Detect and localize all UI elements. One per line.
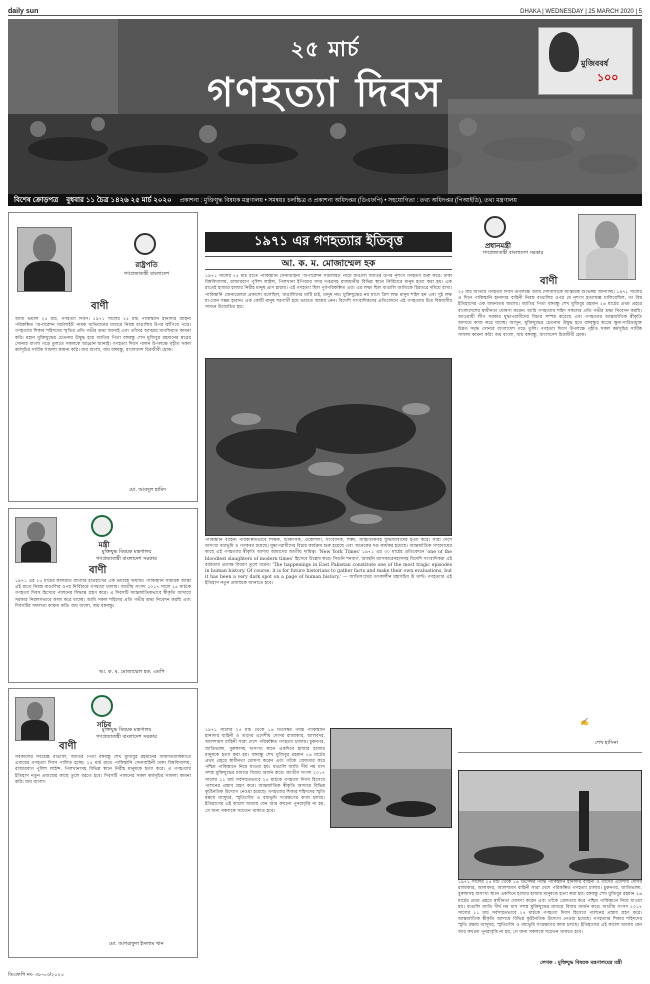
- banner: [8, 19, 642, 194]
- pm-bani: বাণী: [540, 276, 558, 287]
- minister-bani: বাণী: [89, 565, 107, 576]
- special-supplement: বিশেষ ক্রোড়পত্র: [14, 197, 59, 204]
- president-office: গণপ্রজাতন্ত্রী বাংলাদেশ: [123, 271, 170, 277]
- top-line: [8, 4, 642, 16]
- ministry-logo-icon: [91, 515, 113, 537]
- secretary-photo: [15, 697, 55, 741]
- logo-text: মুজিববর্ষ: [581, 59, 609, 68]
- ribbon-date: বুধবার ১১ চৈত্র ১৪২৬ ২৫ মার্চ ২০২০: [66, 197, 172, 204]
- secretary-signature: মো. আশরাফুল ইসলাম খান: [109, 941, 164, 947]
- article-text-1: ১৯৭১ সালের ২৫ মার্চ রাতে পাকিস্তানি সেনাবাহিনী 'অপারেশন সার্চলাইট' নামে বাঙালি জাতির উপর নৃশংস গণহত্যা শুরু করে। ঢাকা বিশ্ববিদ্যালয়, রাজারবাগ পুলিশ লাইন্স, পিলখানা ইপিআর সদর দপ্তরসহ রাজধানীর বিভিন্ন স্থানে নির্বিচারে মানুষ হত্যা করা হয়। এক রাতেই হাজার হাজার নিরীহ মানুষ প্রাণ হারায়। এই গণহত্যা ছিল পূর্বপরিকল্পিত এবং এর লক্ষ্য ছিল বাঙালি জাতিকে চিরতরে দমিয়ে রাখা। পাকিস্তানি জেনারেলরা প্রকাশ্যে বলেছিল, বাঙালিদের মাটি চাই, মানুষ নয়। মুক্তিযুদ্ধের নয় মাসে ত্রিশ লক্ষ মানুষ শহিদ হন এবং দুই লক্ষ মা-বোন সম্ভ্রম হারান। এক কোটি মানুষ শরণার্থী হয়ে ভারতে আশ্রয় নেন। বিদেশি সাংবাদিকদের প্রতিবেদনে এই গণহত্যার চিত্র বিশ্ববাসীর সামনে উন্মোচিত হয়।: [205, 274, 452, 311]
- emblem-icon: [134, 233, 156, 255]
- secretary-text: সর্বকালের সর্বশ্রেষ্ঠ বাঙালি, জাতির পিতা বঙ্গবন্ধু শেখ মুজিবুর রহমানের জন্মশতবার্ষিকীতে এবারের গণহত্যা দিবস পালিত হচ্ছে। ২৫ মার্চ রাতে পাকিস্তানি সেনাবাহিনী ঢাকা বিশ্ববিদ্যালয়, রাজারবাগ পুলিশ লাইন্স, পিলখানাসহ বিভিন্ন স্থানে নিরীহ মানুষকে হত্যা করে। এ গণহত্যার ইতিহাস নতুন প্রজন্মের কাছে তুলে ধরতে হবে। দিবসটি পালনের সকল কর্মসূচির সাফল্য কামনা করি। জয় বাংলা।: [15, 755, 191, 785]
- minister-message: [8, 508, 198, 683]
- president-photo: [17, 227, 72, 292]
- secretary-role: সচিব: [96, 720, 112, 729]
- ministry-logo-icon: [91, 695, 113, 717]
- portrait-icon: [549, 32, 579, 72]
- president-text: আজ ভয়াল ২৫ মার্চ, গণহত্যা দিবস। ১৯৭১ সালের ২৫ মার্চ পাকিস্তানি হানাদার বাহিনী পরিকল্পিত 'অপারেশন সার্চলাইট' নামক অভিযানের মাধ্যমে নিরস্ত্র বাঙালির উপর ঝাঁপিয়ে পড়ে। গণহত্যার শিকার শহিদদের স্মৃতির প্রতি গভীর শ্রদ্ধা জানাই এবং তাঁদের আত্মার মাগফিরাত কামনা করি। মহান মুক্তিযুদ্ধের চেতনায় উদ্বুদ্ধ হয়ে জাতির পিতা বঙ্গবন্ধু শেখ মুজিবুর রহমানের স্বপ্নের সোনার বাংলা গড়ে তুলতে সকলকে আহ্বান জানাই। গণহত্যা দিবস পালন উপলক্ষে গৃহীত সকল কর্মসূচির সার্বিক সাফল্য কামনা করি। জয় বাংলা, জয় বঙ্গবন্ধু, বাংলাদেশ চিরজীবী হোক।: [15, 317, 191, 354]
- dateline: DHAKA | WEDNESDAY | 25 MARCH 2020 | 5: [520, 9, 642, 15]
- banner-title: গণহত্যা দিবস: [207, 69, 443, 116]
- pm-signature: শেখ হাসিনা: [595, 740, 619, 746]
- article-author: আ. ক. ম. মোজাম্মেল হক: [205, 256, 452, 270]
- minister-text: ১৯৭১ এর ২৫ মার্চের কালরাত বাংলার ইতিহাসের এক ভয়াবহ অধ্যায়। পাকিস্তানি সামরিক জান্তা এই রাতে নিরস্ত্র বাঙালির ওপর নির্বিচারে গণহত্যা চালায়। জাতীয় সংসদ ২০১৭ সালে ২৫ মার্চকে গণহত্যা দিবস হিসেবে পালনের সিদ্ধান্ত গ্রহণ করে। এ দিবসটি আন্তর্জাতিকভাবে স্বীকৃতি আদায়ে সরকার নিরলসভাবে কাজ করে যাচ্ছে। আমি সকল শহিদের প্রতি গভীর শ্রদ্ধা নিবেদন করছি এবং দিবসটির সফলতা কামনা করি। জয় বাংলা, জয় বঙ্গবন্ধু।: [15, 579, 191, 609]
- minister-office: মুক্তিযুদ্ধ বিষয়ক মন্ত্রণালয় গণপ্রজাতন্ত্রী বাংলাদেশ সরকার: [96, 549, 157, 562]
- banner-subtitle: ২৫ মার্চ: [290, 36, 360, 61]
- article-text-3: ১৯৭১ সালের ২৫ মার্চ থেকে ১৬ ডিসেম্বর পর্যন্ত পাকিস্তানি হানাদার বাহিনী ও তাদের এদেশীয় দোসর রাজাকার, আলবদর, আলশামস বাহিনী সারা দেশে পরিকল্পিত গণহত্যা চালায়। চুকনগর, জাতিভাঙ্গা, বুরুঙ্গাসহ অসংখ্য স্থানে একদিনে হাজার হাজার মানুষকে হত্যা করা হয়। বঙ্গবন্ধু শেখ মুজিবুর রহমান ২৬ মার্চের প্রথম প্রহরে স্বাধীনতা ঘোষণা করেন এবং তাঁকে গ্রেফতার করে পশ্চিম পাকিস্তানে নিয়ে যাওয়া হয়। বাঙালি জাতি দীর্ঘ নয় মাস সশস্ত্র মুক্তিযুদ্ধের মাধ্যমে বিজয় অর্জন করে। জাতীয় সংসদ ২০১৭ সালের ১১ মার্চ সর্বসম্মতভাবে ২৫ মার্চকে গণহত্যা দিবস হিসেবে পালনের প্রস্তাব গ্রহণ করে। আন্তর্জাতিক স্বীকৃতি আদায়ে বিভিন্ন কূটনৈতিক উদ্যোগ নেওয়া হয়েছে। গণহত্যার শিকার শহিদদের স্মৃতি রক্ষায় জাদুঘর, স্মৃতিসৌধ ও বধ্যভূমি সংরক্ষণের কাজ চলছে। ইতিহাসের এই কালো অধ্যায় যেন আর কখনো পুনরাবৃত্তি না হয়, সে জন্য সকলকে সচেতন থাকতে হবে।: [458, 880, 642, 935]
- pm-text: ২৫ মার্চ জাতীয় গণহত্যা দিবস উপলক্ষে আমি দেশবাসীকে আন্তরিক শুভেচ্ছা জানাচ্ছি। ১৯৭১ সালের এ দিনে পাকিস্তানি হানাদার বাহিনী নিরস্ত্র বাঙালির ওপর যে নৃশংস হত্যাযজ্ঞ চালিয়েছিল, তা বিশ্ব ইতিহাসের এক জঘন্যতম অধ্যায়। জাতির পিতা বঙ্গবন্ধু শেখ মুজিবুর রহমান ২৬ মার্চের প্রথম প্রহরে বাংলাদেশের স্বাধীনতা ঘোষণা করেন। আমি গণহত্যায় শহিদ সকলের প্রতি গভীর শ্রদ্ধা নিবেদন করছি। আওয়ামী লীগ সরকার যুদ্ধাপরাধীদের বিচার সম্পন্ন করেছে এবং গণহত্যার আন্তর্জাতিক স্বীকৃতি আদায়ে কাজ করে যাচ্ছে। আসুন, মুক্তিযুদ্ধের চেতনায় উদ্বুদ্ধ হয়ে বঙ্গবন্ধুর স্বপ্নের ক্ষুধা-দারিদ্র্যমুক্ত উন্নত সমৃদ্ধ সোনার বাংলাদেশ গড়ে তুলি। গণহত্যা দিবস উপলক্ষে গৃহীত সকল কর্মসূচির সার্বিক সাফল্য কামনা করি। জয় বাংলা, জয় বঙ্গবন্ধু, বাংলাদেশ চিরজীবী হোক।: [458, 290, 642, 339]
- logo-number: ১০০: [597, 72, 619, 84]
- secretary-message: [8, 688, 198, 958]
- genocide-photo: [205, 358, 452, 536]
- divider: [458, 752, 642, 753]
- secretary-bani: বাণী: [59, 741, 77, 752]
- masthead: daily sun: [8, 8, 39, 15]
- mujib-borsho-logo: [538, 27, 633, 95]
- street-photo: [330, 728, 452, 828]
- pm-signature-mark: ✍: [580, 718, 589, 726]
- article-heading: ১৯৭১ এর গণহত্যার ইতিবৃত্ত: [205, 232, 452, 252]
- secretary-office: মুক্তিযুদ্ধ বিষয়ক মন্ত্রণালয় গণপ্রজাতন্ত্রী বাংলাদেশ সরকার: [96, 727, 157, 740]
- president-message: [8, 212, 198, 502]
- president-role: রাষ্ট্রপতি: [135, 260, 158, 269]
- president-signature: মো. আবদুল হামিদ: [129, 487, 166, 493]
- article-text-2: পাকিস্তানি বাহিনী পরিকল্পিতভাবে শিক্ষক, চিকিৎসক, প্রকৌশলী, সাংবাদিক, শিল্পী, সাহিত্যিকসহ বুদ্ধিজীবীদের হত্যা করে। সারা দেশে অসংখ্য বধ্যভূমি ও গণকবর রয়েছে। যুদ্ধাপরাধীদের বিচার কার্যক্রম শুরু হয়েছে এবং অনেকের দণ্ড কার্যকর হয়েছে। আন্তর্জাতিক সম্প্রদায়ের কাছে এই গণহত্যার স্বীকৃতি আদায় আমাদের জাতীয় দায়িত্ব। 'New York Times' ১৯৭১ এর ৩০ মার্চের প্রতিবেদনে 'one of the bloodiest slaughters of modern times' হিসেবে উল্লেখ করে। সিডনি শনবার্গ, অ্যান্থনি ম্যাসকারেনহাসসহ বিদেশি সাংবাদিকরা এই বর্বরতার প্রত্যক্ষ বিবরণ তুলে ধরেন। 'The happenings in East Pakistan constitute one of the most tragic episodes in human history. Of course, it is for future historians to gather facts and make their own evaluations, but it has been a very dark spot on a page of human history.' — জাতিসংঘের তৎকালীন মহাসচিব উ থান্ট। গণহত্যার এই ইতিহাস নতুন প্রজন্মকে জানাতে হবে।: [205, 538, 452, 587]
- pm-role: প্রধানমন্ত্রী: [484, 241, 512, 250]
- sponsors: প্রকাশনা : মুক্তিযুদ্ধ বিষয়ক মন্ত্রণালয় • সমন্বয়ঃ চলচ্চিত্র ও প্রকাশনা অধিদপ্তর (ডিএফপি) • সহযোগিতা : তথ্য অধিদপ্তর (পিআইডি), তথ্য মন্ত্রণালয়: [179, 197, 517, 204]
- soldier-photo: [458, 770, 642, 880]
- article-text-2b: ১৯৭১ সালের ২৫ মার্চ থেকে ১৬ ডিসেম্বর পর্যন্ত পাকিস্তানি হানাদার বাহিনী ও তাদের এদেশীয় দোসর রাজাকার, আলবদর, আলশামস বাহিনী সারা দেশে পরিকল্পিত গণহত্যা চালায়। চুকনগর, জাতিভাঙ্গা, বুরুঙ্গাসহ অসংখ্য স্থানে একদিনে হাজার হাজার মানুষকে হত্যা করা হয়। বঙ্গবন্ধু শেখ মুজিবুর রহমান ২৬ মার্চের প্রথম প্রহরে স্বাধীনতা ঘোষণা করেন এবং তাঁকে গ্রেফতার করে পশ্চিম পাকিস্তানে নিয়ে যাওয়া হয়। বাঙালি জাতি দীর্ঘ নয় মাস সশস্ত্র মুক্তিযুদ্ধের মাধ্যমে বিজয় অর্জন করে। জাতীয় সংসদ ২০১৭ সালের ১১ মার্চ সর্বসম্মতভাবে ২৫ মার্চকে গণহত্যা দিবস হিসেবে পালনের প্রস্তাব গ্রহণ করে। আন্তর্জাতিক স্বীকৃতি আদায়ে বিভিন্ন কূটনৈতিক উদ্যোগ নেওয়া হয়েছে। গণহত্যার শিকার শহিদদের স্মৃতি রক্ষায় জাদুঘর, স্মৃতিসৌধ ও বধ্যভূমি সংরক্ষণের কাজ চলছে। ইতিহাসের এই কালো অধ্যায় যেন আর কখনো পুনরাবৃত্তি না হয়, সে জন্য সকলকে সচেতন থাকতে হবে।: [205, 728, 325, 814]
- minister-signature: আ. ক. ম. মোজাম্মেল হক, এমপি: [99, 669, 165, 675]
- minister-photo: [15, 517, 57, 563]
- pm-photo: [578, 214, 636, 280]
- emblem-icon: [484, 216, 506, 238]
- pm-office: গণপ্রজাতন্ত্রী বাংলাদেশ সরকার: [482, 250, 544, 256]
- dfp-number: ডিএফপি নং- ৩৮-০৩/২০২০: [8, 972, 65, 978]
- ribbon: [8, 194, 642, 206]
- president-bani: বাণী: [91, 301, 109, 312]
- minister-role: মন্ত্রী: [98, 540, 110, 549]
- pm-header: [458, 212, 642, 262]
- article-byline: লেখক : মুক্তিযুদ্ধ বিষয়ক মন্ত্রণালয়ের মন্ত্রী: [540, 960, 622, 966]
